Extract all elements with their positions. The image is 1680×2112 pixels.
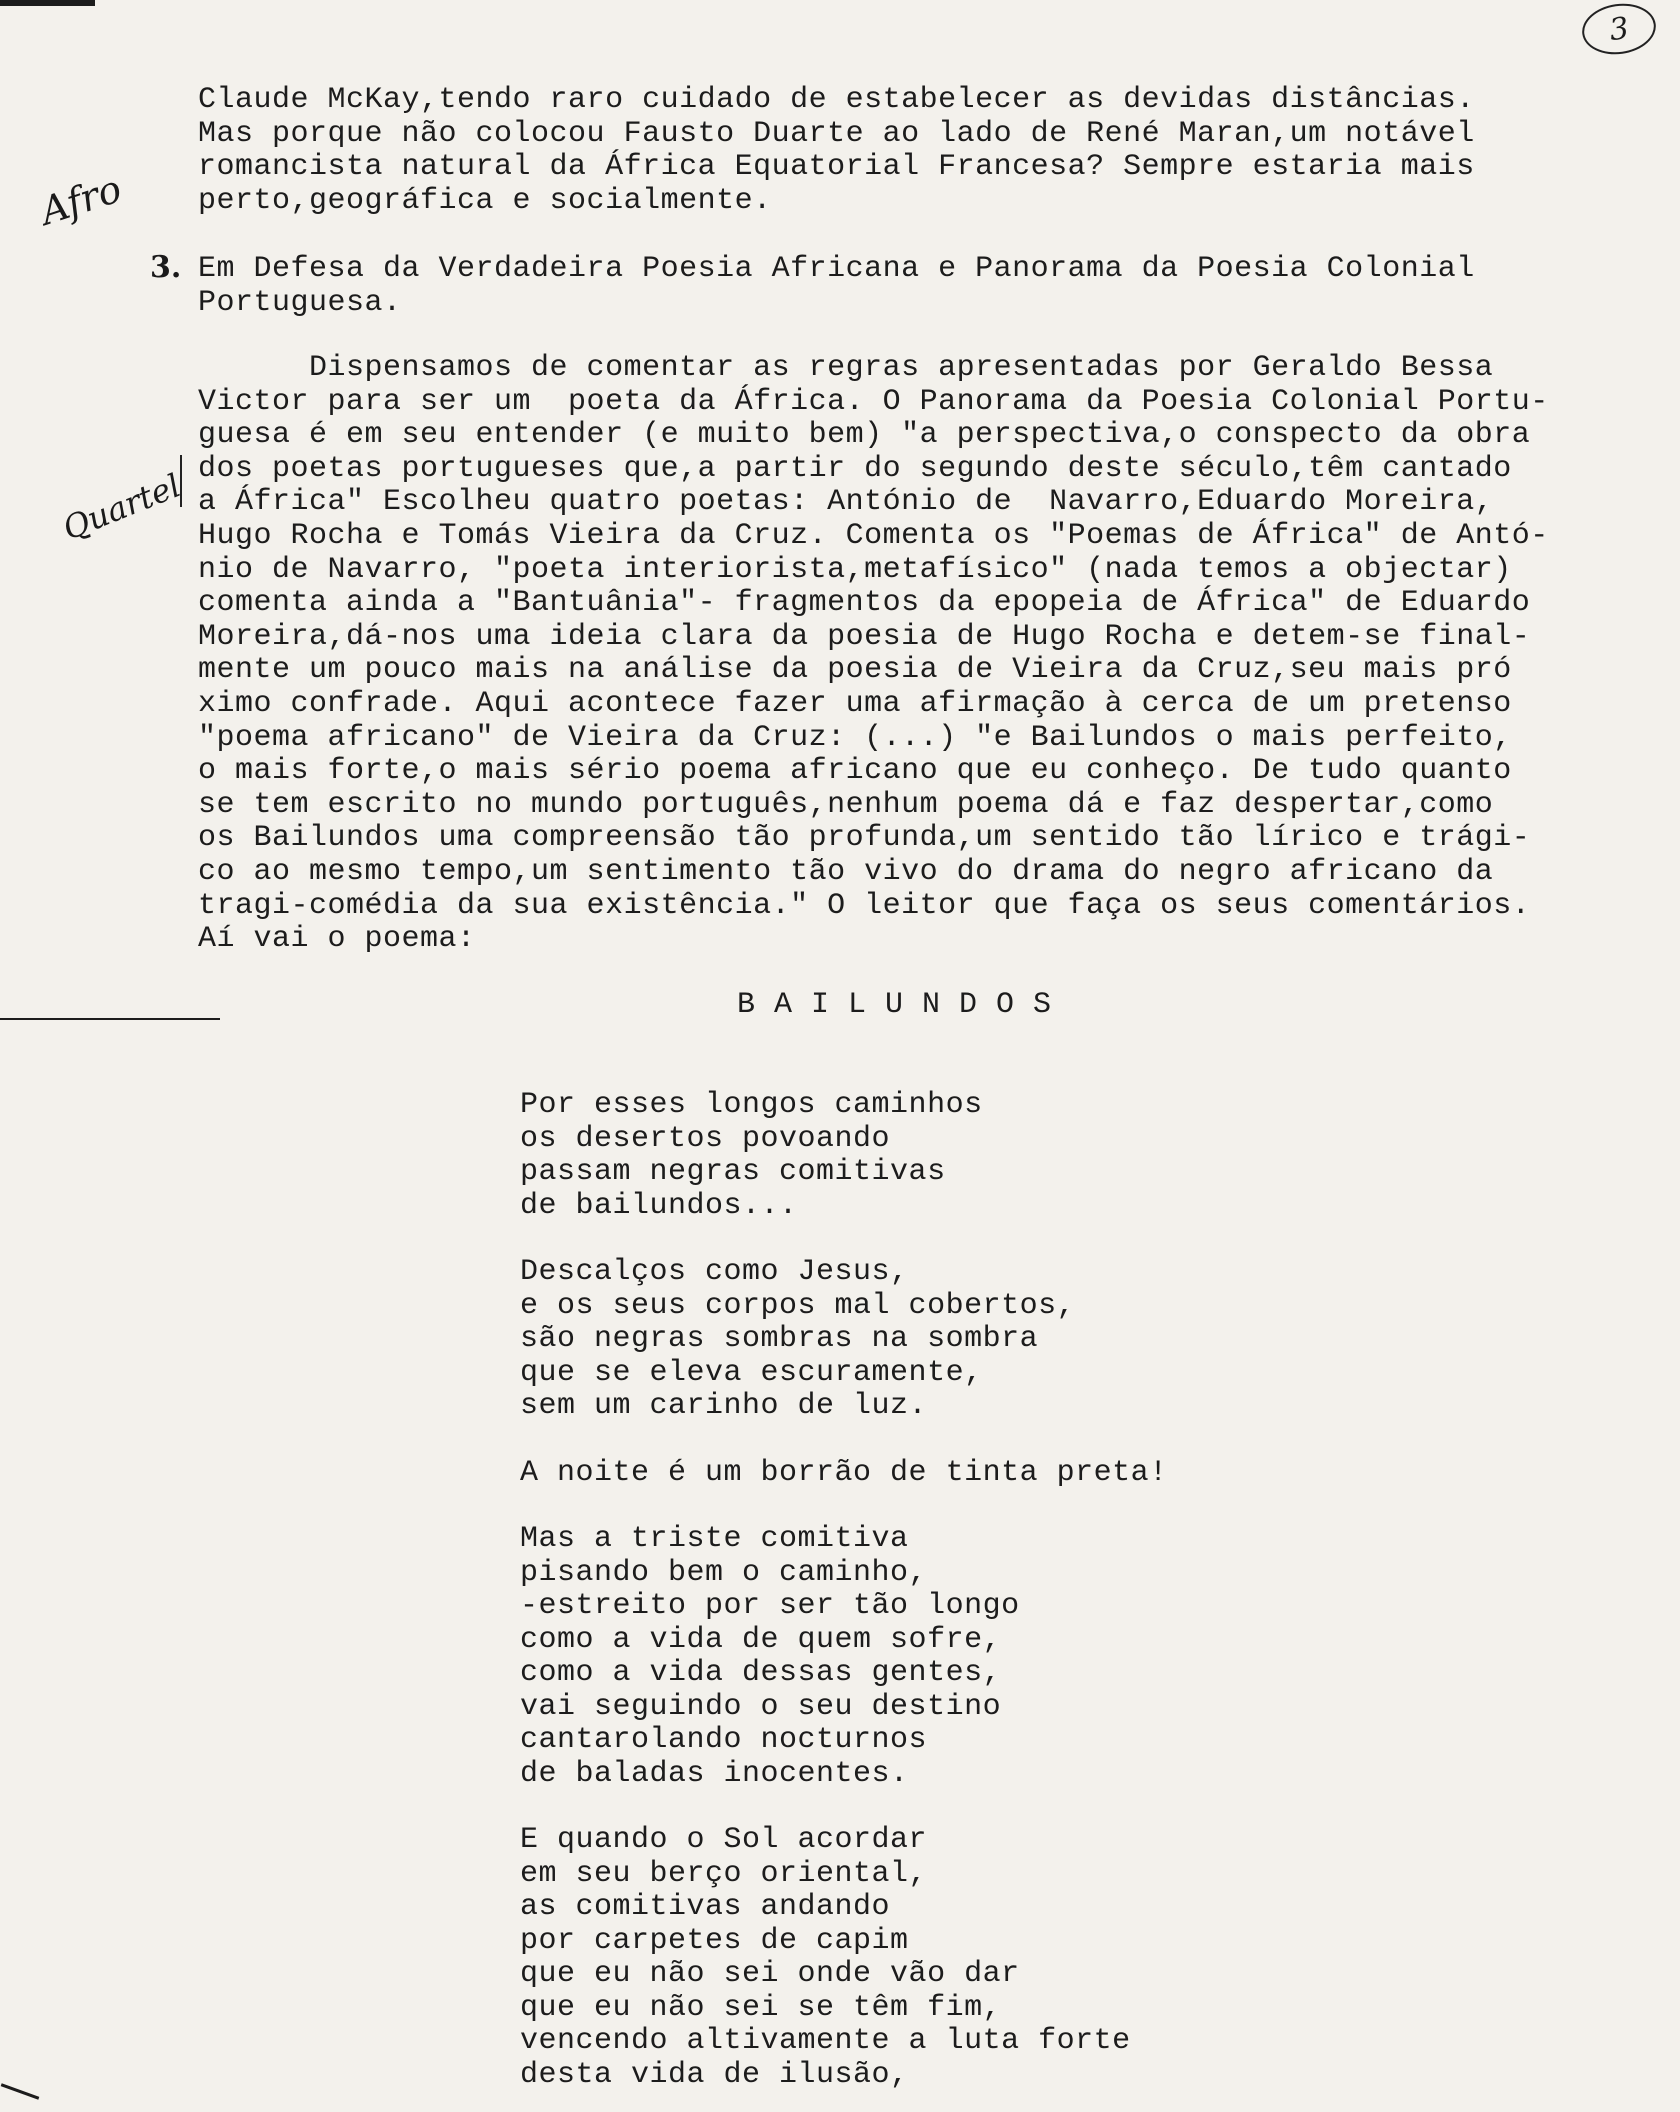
text-line: Claude McKay,tendo raro cuidado de estabelecer as devidas distâncias. [198,83,1475,117]
scan-edge-mark [1,2083,40,2100]
margin-bracket [180,455,182,507]
scan-edge-mark [0,1018,220,1020]
margin-note-afro: Afro [35,166,127,234]
scan-edge-mark [0,0,95,6]
poem-line: passam negras comitivas [520,1155,946,1189]
text-line: dos poetas portugueses que,a partir do segundo deste século,têm cantado [198,451,1512,486]
text-line: se tem escrito no mundo português,nenhum poema dá e faz despertar,como [198,787,1494,822]
poem-line: que se eleva escuramente, [520,1355,983,1390]
poem-line: sem um carinho de luz. [520,1389,928,1423]
text-line: Hugo Rocha e Tomás Vieira da Cruz. Comenta os "Poemas de África" de Antó- [198,519,1549,553]
text-line: a África" Escolheu quatro poetas: António de Navarro,Eduardo Moreira, [198,485,1494,520]
text-line: romancista natural da África Equatorial Francesa? Sempre estaria mais [198,150,1475,184]
poem-line: como a vida dessas gentes, [520,1656,1002,1690]
poem-line: -estreito por ser tão longo [520,1589,1020,1623]
poem-line: as comitivas andando [520,1890,891,1924]
section-number: 3. [150,250,182,285]
text-line: o mais forte,o mais sério poema africano que eu conheço. De tudo quanto [198,754,1512,789]
poem-line: Descalços como Jesus, [520,1255,909,1289]
poem-line: que eu não sei se têm fim, [520,1990,1002,2025]
poem-line: cantarolando nocturnos [520,1723,928,1757]
text-line: comenta ainda a "Bantuânia"- fragmentos da epopeia de África" de Eduardo [198,586,1531,621]
poem-line: como a vida de quem sofre, [520,1622,1002,1657]
text-line: co ao mesmo tempo,um sentimento tão vivo do drama do negro africano da [198,855,1494,889]
poem-line: que eu não sei onde vão dar [520,1957,1020,1991]
text-line: tragi-comédia da sua existência." O leitor que faça os seus comentários. [198,888,1531,923]
margin-note-quartel: Quartel [57,466,186,548]
poem-line: vai seguindo o seu destino [520,1689,1002,1724]
text-line: os Bailundos uma compreensão tão profunda,um sentido tão lírico e trági- [198,821,1531,856]
page-number: 3 [1579,0,1659,59]
poem-line: em seu berço oriental, [520,1856,928,1891]
poem-line: A noite é um borrão de tinta preta! [520,1455,1168,1490]
text-line: ximo confrade. Aqui acontece fazer uma afirmação à cerca de um pretenso [198,687,1512,721]
text-line: guesa é em seu entender (e muito bem) "a perspectiva,o conspecto da obra [198,418,1531,453]
poem-line: de bailundos... [520,1188,798,1223]
poem-line: pisando bem o caminho, [520,1555,928,1590]
heading-line: Portuguesa. [198,285,402,320]
poem-line: vencendo altivamente a luta forte [520,2024,1131,2058]
poem-line: por carpetes de capim [520,1923,909,1958]
text-line: Mas porque não colocou Fausto Duarte ao lado de René Maran,um notável [198,116,1475,151]
poem-line: e os seus corpos mal cobertos, [520,1288,1076,1323]
text-line: Victor para ser um poeta da África. O Panorama da Poesia Colonial Portu- [198,384,1549,419]
text-line: "poema africano" de Vieira da Cruz: (...) "e Bailundos o mais perfeito, [198,720,1512,755]
poem-line: são negras sombras na sombra [520,1322,1039,1356]
text-line: Aí vai o poema: [198,922,476,957]
text-line: nio de Navarro, "poeta interiorista,metafísico" (nada temos a objectar) [198,552,1512,587]
text-line: Dispensamos de comentar as regras apresentadas por Geraldo Bessa [198,351,1494,385]
poem-line: Mas a triste comitiva [520,1522,909,1556]
poem-title: B A I L U N D O S [737,988,1052,1022]
poem-line: Por esses longos caminhos [520,1088,983,1122]
poem-line: de baladas inocentes. [520,1756,909,1791]
text-line: Moreira,dá-nos uma ideia clara da poesia de Hugo Rocha e detem-se final- [198,619,1531,654]
text-line: mente um pouco mais na análise da poesia de Vieira da Cruz,seu mais pró [198,653,1512,688]
text-line: perto,geográfica e socialmente. [198,183,772,218]
poem-line: desta vida de ilusão, [520,2057,909,2092]
poem-line: E quando o Sol acordar [520,1823,928,1857]
heading-line: Em Defesa da Verdadeira Poesia Africana e Panorama da Poesia Colonial [198,252,1475,286]
poem-line: os desertos povoando [520,1121,891,1156]
